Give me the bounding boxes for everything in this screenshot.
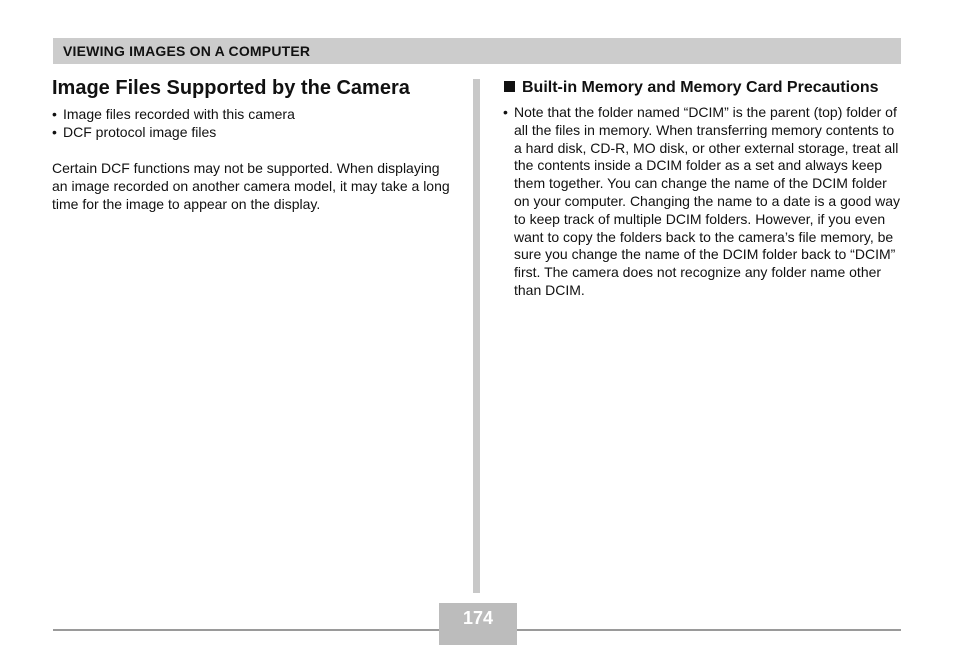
- column-divider: [473, 79, 480, 593]
- supported-files-list: [52, 105, 452, 141]
- left-column: [52, 76, 452, 213]
- section-header-bar: [53, 38, 901, 64]
- list-item: • Image files recorded with this camera: [52, 105, 452, 123]
- right-column: [503, 77, 901, 300]
- black-square-icon: [504, 81, 515, 92]
- subsection-title: [503, 77, 901, 98]
- dcf-note-paragraph: Certain DCF functions may not be supported. When displaying an image recorded on another camera model, it may take a long time for the image to appear on the display.: [52, 160, 450, 212]
- page-title: Image Files Supported by the Camera: [52, 77, 410, 99]
- section-header-title: VIEWING IMAGES ON A COMPUTER: [63, 43, 311, 59]
- subsection-title-text: Built-in Memory and Memory Card Precautions: [522, 79, 879, 96]
- list-item: • DCF protocol image files: [52, 123, 452, 141]
- dcim-folder-note: • Note that the folder named “DCIM” is the parent (top) folder of all the files in memory. When transferring memory contents to a hard disk, CD-R, MO disk, or other external storage, treat all the contents inside a DCIM folder as a set and always keep them together. You can change the name of the DCIM folder on your computer. Changing the name to a date is a good way to keep track of multiple DCIM folders. However, if you even want to copy the folders back to the camera’s file memory, be sure you change the name of the DCIM folder back to “DCIM” first. The camera does not recognize any folder name other than DCIM.: [503, 104, 901, 300]
- page-number: 174: [462, 608, 494, 628]
- page-number-box: [439, 603, 517, 645]
